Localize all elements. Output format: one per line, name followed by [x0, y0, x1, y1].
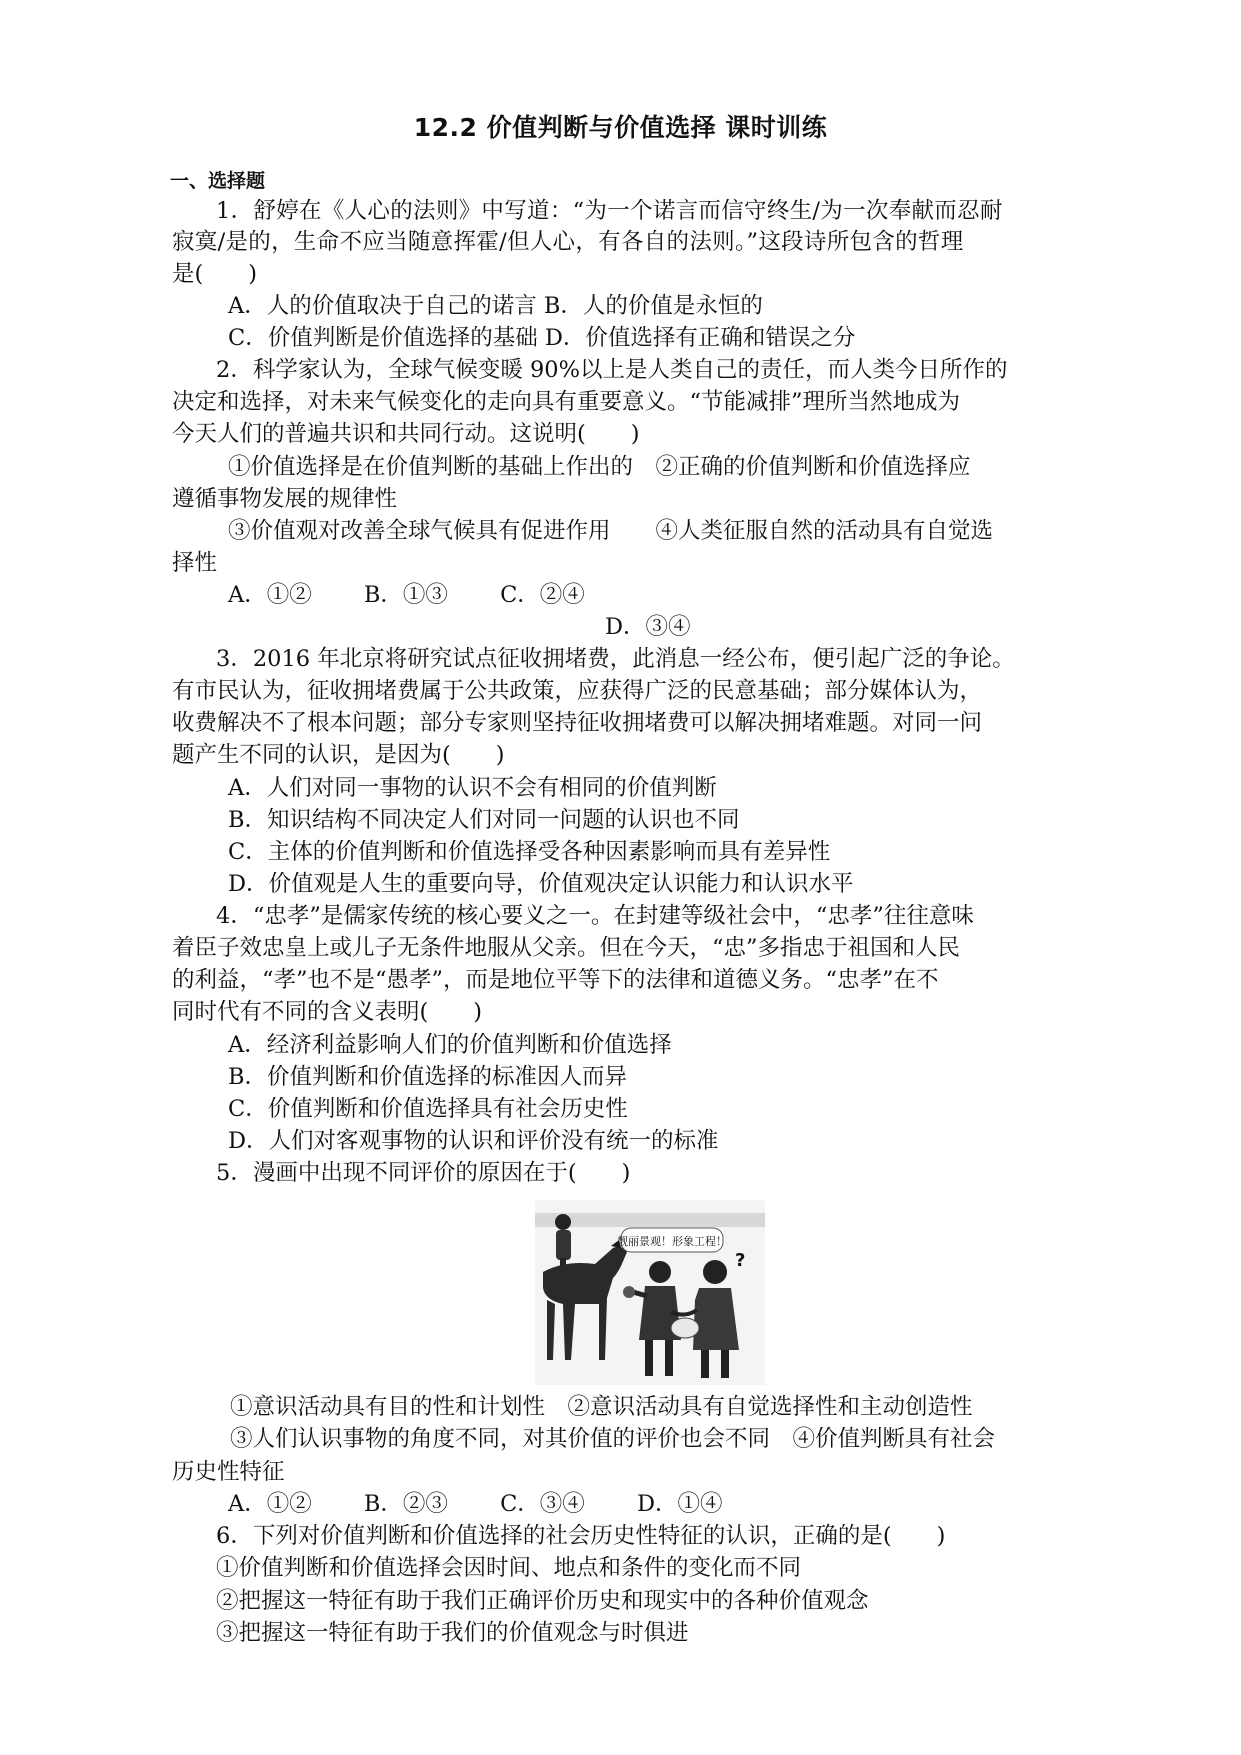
q1-line-2: 寂寞/是的，生命不应当随意挥霍/但人心，有各自的法则。”这段诗所包含的哲理 — [172, 229, 964, 255]
q3-option-a: A．人们对同一事物的认识不会有相同的价值判断 — [228, 775, 717, 801]
cartoon-image — [535, 1200, 765, 1385]
q4-option-b: B．价值判断和价值选择的标准因人而异 — [228, 1064, 628, 1090]
q1-option-cd: C．价值判断是价值选择的基础 D．价值选择有正确和错误之分 — [228, 325, 856, 351]
q3-line-1: 3．2016 年北京将研究试点征收拥堵费，此消息一经公布，便引起广泛的争论。 — [216, 646, 1015, 672]
q1-line-3: 是( ) — [172, 261, 258, 287]
q5-statement-2: ③人们认识事物的角度不同，对其价值的评价也会不同 ④价值判断具有社会 — [230, 1426, 996, 1452]
cartoon-speech-bubble: 靓丽景观！形象工程！ — [617, 1235, 727, 1248]
q6-statement-3: ③把握这一特征有助于我们的价值观念与时俱进 — [216, 1620, 689, 1646]
q3-option-b: B．知识结构不同决定人们对同一问题的认识也不同 — [228, 807, 740, 833]
q4-option-d: D．人们对客观事物的认识和评价没有统一的标准 — [228, 1128, 719, 1154]
q5-statement-2-cont: 历史性特征 — [172, 1459, 285, 1485]
q2-options-abc: A．①② B．①③ C．②④ — [228, 582, 585, 608]
q3-line-3: 收费解决不了根本问题；部分专家则坚持征收拥堵费可以解决拥堵难题。对同一问 — [172, 710, 983, 736]
q4-line-1: 4．“忠孝”是儒家传统的核心要义之一。在封建等级社会中，“忠孝”往往意味 — [216, 903, 974, 929]
q2-statement-2: ③价值观对改善全球气候具有促进作用 ④人类征服自然的活动具有自觉选 — [228, 518, 994, 544]
q4-line-4: 同时代有不同的含义表明( ) — [172, 999, 483, 1025]
q3-option-d: D．价值观是人生的重要向导，价值观决定认识能力和认识水平 — [228, 871, 854, 897]
q2-statement-1: ①价值选择是在价值判断的基础上作出的 ②正确的价值判断和价值选择应 — [228, 454, 971, 480]
q6-statement-1: ①价值判断和价值选择会因时间、地点和条件的变化而不同 — [216, 1555, 802, 1581]
q4-option-c: C．价值判断和价值选择具有社会历史性 — [228, 1096, 628, 1122]
q2-line-1: 2．科学家认为，全球气候变暖 90%以上是人类自己的责任，而人类今日所作的 — [216, 357, 1008, 383]
q5-options: A．①② B．②③ C．③④ D．①④ — [228, 1491, 723, 1517]
q2-statement-2-cont: 择性 — [172, 550, 218, 576]
q3-option-c: C．主体的价值判断和价值选择受各种因素影响而具有差异性 — [228, 839, 831, 865]
q4-line-2: 着臣子效忠皇上或儿子无条件地服从父亲。但在今天，“忠”多指忠于祖国和人民 — [172, 935, 961, 961]
section-heading: 一、选择题 — [170, 170, 266, 192]
q4-line-3: 的利益，“孝”也不是“愚孝”，而是地位平等下的法律和道德义务。“忠孝”在不 — [172, 967, 939, 993]
q1-line-1: 1．舒婷在《人心的法则》中写道：“为一个诺言而信守终生/为一次奉献而忍耐 — [216, 198, 1003, 224]
q6-line-1: 6．下列对价值判断和价值选择的社会历史性特征的认识，正确的是( ) — [216, 1523, 946, 1549]
q2-line-2: 决定和选择，对未来气候变化的走向具有重要意义。“节能减排”理所当然地成为 — [172, 389, 961, 415]
q2-option-d: D．③④ — [605, 614, 691, 640]
q3-line-2: 有市民认为，征收拥堵费属于公共政策，应获得广泛的民意基础；部分媒体认为， — [172, 678, 983, 704]
q5-line-1: 5．漫画中出现不同评价的原因在于( ) — [216, 1160, 631, 1186]
q5-statement-1: ①意识活动具有目的性和计划性 ②意识活动具有自觉选择性和主动创造性 — [230, 1394, 973, 1420]
q6-statement-2: ②把握这一特征有助于我们正确评价历史和现实中的各种价值观念 — [216, 1588, 869, 1614]
q2-line-3: 今天人们的普遍共识和共同行动。这说明( ) — [172, 421, 640, 447]
q2-statement-1-cont: 遵循事物发展的规律性 — [172, 486, 398, 512]
question-mark-icon: ? — [735, 1250, 746, 1271]
q4-option-a: A．经济利益影响人们的价值判断和价值选择 — [228, 1032, 672, 1058]
q1-option-ab: A．人的价值取决于自己的诺言 B．人的价值是永恒的 — [228, 293, 763, 319]
q3-line-4: 题产生不同的认识，是因为( ) — [172, 742, 505, 768]
page-title: 12.2 价值判断与价值选择 课时训练 — [413, 113, 828, 142]
